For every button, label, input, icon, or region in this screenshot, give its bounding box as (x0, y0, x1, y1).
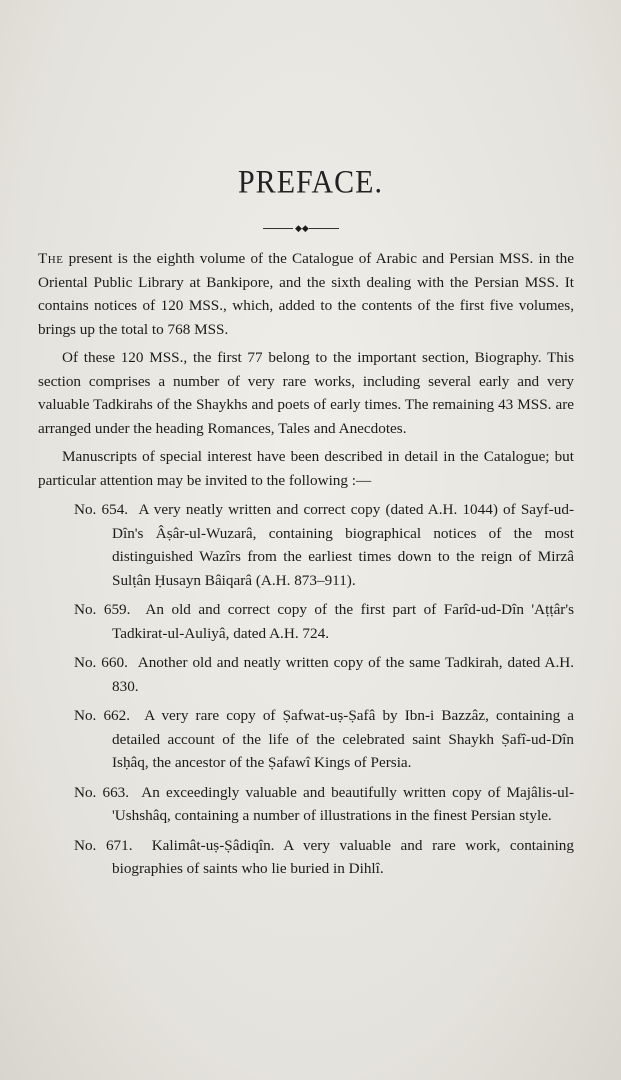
item-text: Another old and neatly written copy of the same Tadkirah, dated A.H. 830. (112, 654, 575, 695)
paragraph-1-text: present is the eighth volume of the Catalogue of Arabic and Persian MSS. in the Oriental Public Library at Bankipore, and the sixth dealing with the Persian MSS. It contains notices of 120 MSS., which, added to the contents of the first five volumes, brings up the total to 768 MSS. (38, 250, 574, 338)
item-number: No. 654. (74, 501, 129, 518)
list-item (38, 834, 574, 881)
list-item (38, 498, 574, 592)
item-text: Kalimât-uṣ-Ṣâdiqîn. A very valuable and rare work, containing biographies of saints who lie buried in Dihlî. (112, 836, 574, 877)
page-title: PREFACE. (238, 164, 383, 201)
list-item (38, 781, 574, 828)
item-number: No. 663. (74, 783, 130, 801)
list-item (38, 598, 574, 645)
item-text: A very neatly written and correct copy (dated A.H. 1044) of Sayf-ud-Dîn's Âṣâr-ul-Wuzarâ, containing biographical notices of the most distinguished Wazîrs from the earliest times down to the reign of Mirzâ Sulṭân Ḥusayn Bâiqarâ (A.H. 873–911). (112, 501, 575, 589)
manuscript-list (38, 498, 574, 881)
item-number: No. 659. (74, 601, 131, 618)
paragraph-1-lead: The (38, 250, 64, 267)
item-text: An old and correct copy of the first part of Farîd-ud-Dîn 'Aṭṭâr's Tadkirat-ul-Auliyâ, dated A.H. 724. (112, 601, 575, 642)
item-text: A very rare copy of Ṣafwat-uṣ-Ṣafâ by Ibn-i Bazzâz, containing a detailed account of the life of the celebrated saint Shaykh Ṣafî-ud-Dîn Isḥâq, the ancestor of the Ṣafawî Kings of Persia. (112, 707, 575, 771)
item-number: No. 671. (74, 836, 133, 854)
preface-body (38, 247, 574, 881)
paragraph-2: Of these 120 MSS., the first 77 belong to the important section, Biography. This section comprises a number of very rare works, including several early and very valuable Tadkirahs of the Shaykhs and poets of early times. The remaining 43 MSS. are arranged under the heading Romances, Tales and Anecdotes. (38, 349, 574, 437)
list-item (38, 704, 574, 775)
title-ornament: ◆◆ (263, 226, 339, 232)
item-text: An exceedingly valuable and beautifully written copy of Majâlis-ul-'Ushshâq, containing a number of illustrations in the finest Persian style. (112, 783, 575, 824)
item-number: No. 662. (74, 707, 131, 724)
item-number: No. 660. (74, 654, 128, 671)
list-item (38, 651, 574, 698)
paragraph-3: Manuscripts of special interest have been described in detail in the Catalogue; but particular attention may be invited to the following :— (38, 448, 574, 489)
paragraph-1 (38, 247, 574, 341)
